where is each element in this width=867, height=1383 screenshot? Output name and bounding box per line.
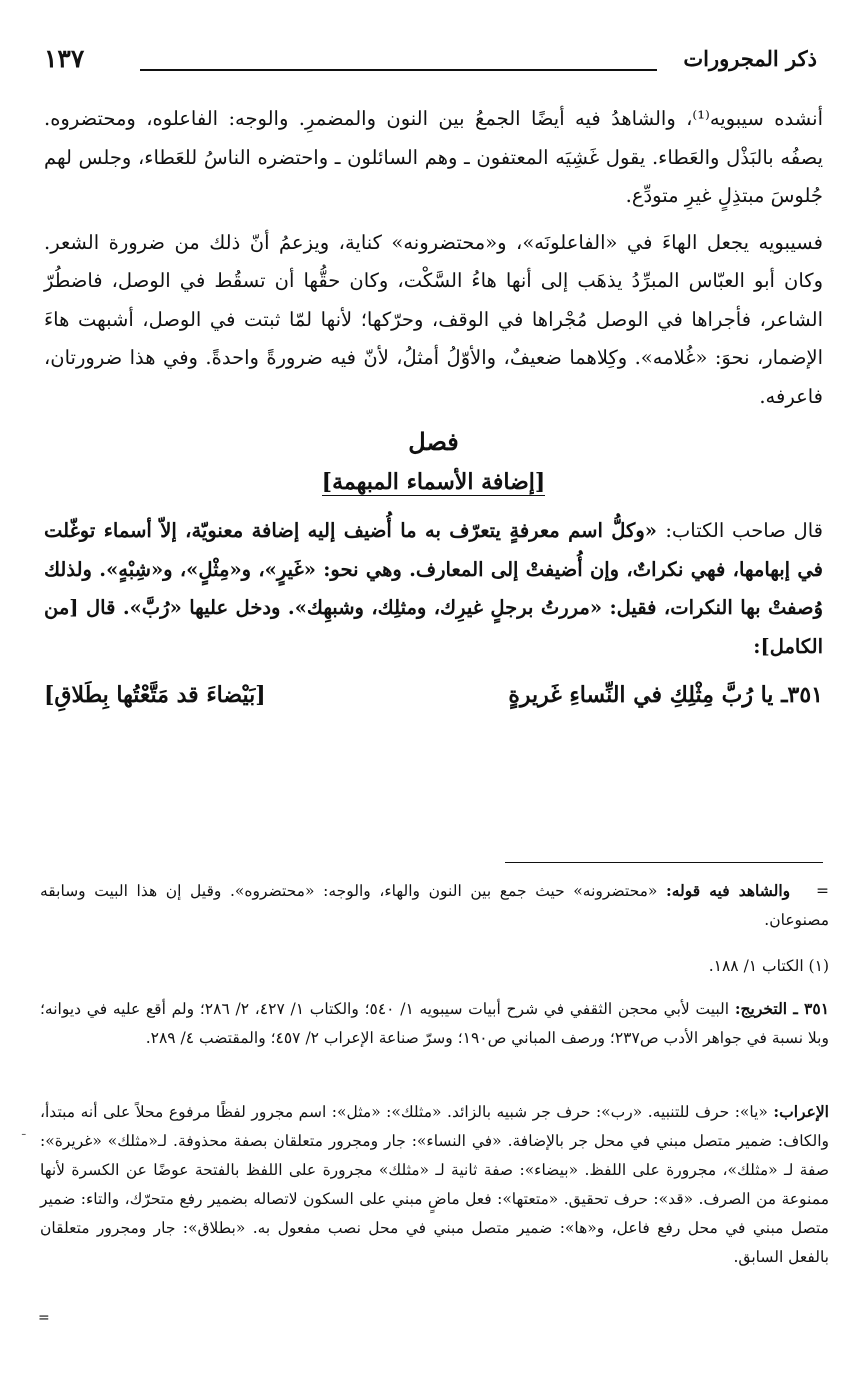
paragraph-commentary-2: فسيبويه يجعل الهاءَ في «الفاعلونَه»، و«محتضرونه» كناية، ويزعمُ أنّ ذلك من ضرورة الشعر. وكان أبو العبّاس المبرِّدُ يذهَب إلى أنها هاءُ السَّكْت، وكان حقُّها أن تسقُط في الوصل، فاضطُرّ الشاعر، فأجراها في الوصل مُجْراها في الوقف، وحرّكها؛ لأنها لمّا ثبتت في الوصل، أشبهت هاءَ الإضمار، نحوَ: «غُلامه». وكِلاهما ضعيفٌ، والأوّلُ أمثلُ، لأنّ فيه ضرورةً واحدةً. وفي هذا ضرورتان، فاعرفه. [44, 230, 823, 408]
footnote-separator [505, 862, 823, 863]
page-number: ١٣٧ [44, 44, 85, 73]
evidence-label: والشاهد فيه قوله: [665, 881, 791, 900]
section-subheading [44, 462, 823, 502]
footnote-irab [40, 1097, 829, 1272]
irab-label: الإعراب: [773, 1102, 829, 1121]
section-subheading-text: [إضافة الأسماء المبهمة] [321, 469, 546, 495]
margin-tick: ـ [22, 1124, 26, 1138]
takhrij-text: البيت لأبي محجن الثقفي في شرح أبيات سيبويه ١/ ٥٤٠؛ والكتاب ١/ ٤٢٧، ٢/ ٢٨٦؛ ولم أقع عليه في ديوانه؛ وبلا نسبة في جواهر الأدب ص٢٣٧؛ ورصف المباني ص١٩٠؛ وسرّ صناعة الإعراب ٢/ ٤٥٧؛ والمقتضب ٤/ ٢٨٩. [40, 1000, 829, 1047]
bottom-continuation-mark: = [38, 1310, 50, 1326]
takhrij-label: ٣٥١ ـ التخريج: [734, 999, 830, 1018]
verse-second-hemistich: [بَيْضاءَ قد مَتَّعْتُها بِطَلاقِ] [44, 682, 266, 708]
running-header [44, 46, 817, 86]
footnote-evidence [40, 876, 829, 935]
poem-verse [44, 676, 823, 714]
chapter-title: ذكر المجرورات [683, 46, 817, 71]
footnote-takhrij [40, 994, 829, 1053]
continuation-mark: = [816, 882, 829, 900]
quote-text: «وكلُّ اسم معرفةٍ يتعرّف به ما أُضيف إليه إضافة معنويّة، إلاّ أسماء توغّلت في إبهامها، فهي نكراتٌ، وإن أُضيفتْ إلى المعارف. وهي نحو: «غَيرٍ»، و«مِثْلٍ»، و«شِبْهٍ». ولذلك وُصفتْ بها النكرات، فقيل: «مررتُ برجلٍ غيرِك، ومثلِك، وشبهِك». ودخل عليها «رُبَّ». قال [من الكامل]: [44, 519, 823, 658]
quote-intro: قال صاحب الكتاب: [665, 519, 823, 542]
footnote-1 [40, 952, 829, 981]
evidence-text: «محتضرونه» حيث جمع بين النون والهاء، والوجه: «محتضروه». وقيل إن هذا البيت وسابقه مصنوعان. [40, 882, 829, 929]
irab-text: «يا»: حرف للتنبيه. «رب»: حرف جر شبيه بالزائد. «مثلك»: «مثل»: اسم مجرور لفظًا مرفوع محلاً على أنه مبتدأ، والكاف: ضمير متصل مبني في محل جر بالإضافة. «في النساء»: جار ومجرور متعلقان بصفة محذوفة. لـ«مثلك» «غريرة»: صفة لـ «مثلك»، مجرورة على اللفظ. «بيضاء»: صفة ثانية لـ «مثلك» مجرورة على اللفظ بالفتحة عوضًا عن الكسرة لأنها ممنوعة من الصرف. «قد»: حرف تحقيق. «متعتها»: فعل ماضٍ مبني على السكون لاتصاله بضمير رفع متحرّك، والتاء: ضمير متصل مبني في محل رفع فاعل، و«ها»: ضمير متصل مبني في محل نصب مفعول به. «بطلاق»: جار ومجرور متعلقان بالفعل السابق. [40, 1103, 829, 1266]
main-text [44, 100, 823, 714]
paragraph-commentary-1: أنشده سيبويه⁽¹⁾، والشاهدُ فيه أيضًا الجمعُ بين النون والمضمرِ. والوجه: الفاعلوه، ومحتضروه. يصفُه بالبَذْل والعَطاء. يقول غَشِيَه المعتفون ـ وهم السائلون ـ واحتضره الناسُ للعَطاء، وجلس لهم جُلوسَ مبتذِلٍ غيرِ متودِّع. [44, 107, 823, 207]
section-heading: فصل [408, 427, 459, 456]
footnote-1-text: (١) الكتاب ١/ ١٨٨. [708, 957, 829, 975]
verse-first-hemistich: ٣٥١ـ يا رُبَّ مِثْلِكِ في النِّساءِ غَريرةٍ [508, 682, 823, 708]
header-rule [140, 69, 657, 71]
author-quote [44, 512, 823, 666]
